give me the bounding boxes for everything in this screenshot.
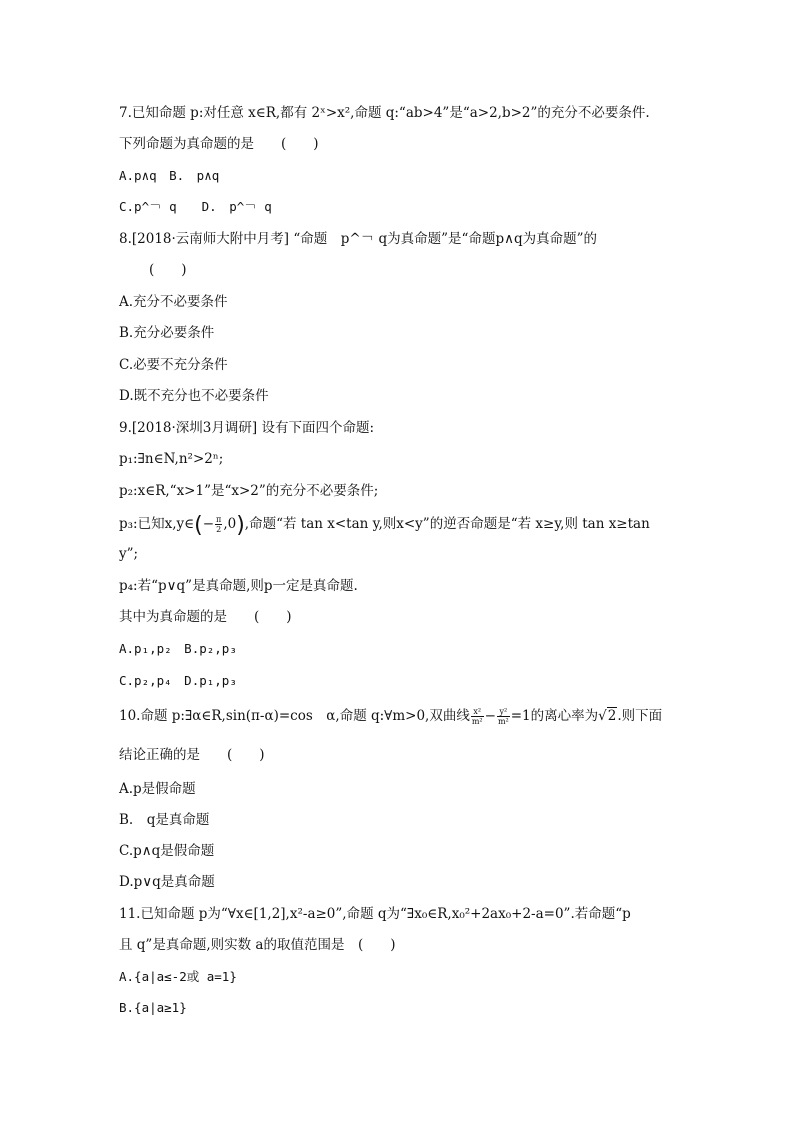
q8-option-a: A.充分不必要条件 — [119, 294, 228, 310]
q9-proposition-p3-cont: y”; — [119, 546, 139, 562]
q11-option-b: B.{a|a≥1} — [119, 1000, 187, 1015]
q10-sqrt: 2 — [607, 708, 617, 724]
q10-stem-mid: =1的离心率为 — [510, 708, 599, 724]
q9-question: 其中为真命题的是 ( ) — [119, 609, 292, 625]
q8-option-d: D.既不充分也不必要条件 — [119, 388, 269, 404]
q11-stem-line1: 11.已知命题 p为“∀x∈[1,2],x²-a≥0”,命题 q为“∃x₀∈R,x₀²+2ax₀+2-a=0”.若命题“p — [119, 906, 631, 922]
q9-options-ab: A.p₁,p₂ B.p₂,p₃ — [119, 641, 237, 656]
q8-option-c: C.必要不充分条件 — [119, 357, 228, 373]
q10-stem-line2: 结论正确的是 ( ) — [119, 747, 265, 763]
q10-stem-suffix: .则下面 — [617, 708, 663, 724]
q10-option-a: A.p是假命题 — [119, 781, 196, 797]
q11-stem-line2: 且 q”是真命题,则实数 a的取值范围是 ( ) — [119, 937, 396, 953]
q10-stem-line1: 10.命题 p:∃α∈R,sin(π-α)=cos α,命题 q:∀m>0,双曲线 $\frac{\text{x²}}{\text{m²}}$ − $\frac{\text{y²}}{\text{m²}}$ =1的离心率为√2.则下面 — [119, 707, 663, 726]
q7-stem-line2: 下列命题为真命题的是 ( ) — [119, 136, 319, 152]
q9-options-cd: C.p₂,p₄ D.p₁,p₃ — [119, 673, 237, 688]
q9-stem-line1: 9.[2018·深圳3月调研] 设有下面四个命题: — [119, 420, 374, 436]
q9-proposition-p4: p₄:若“p∨q”是真命题,则p一定是真命题. — [119, 578, 358, 594]
q7-stem-line1: 7.已知命题 p:对任意 x∈R,都有 2ˣ>x²,命题 q:“ab>4”是“a>2,b>2”的充分不必要条件. — [119, 105, 650, 121]
q8-option-b: B.充分必要条件 — [119, 325, 215, 341]
q9-proposition-p1: p₁:∃n∈N,n²>2ⁿ; — [119, 451, 224, 467]
q8-stem-line2: ( ) — [149, 262, 187, 278]
q10-option-b: B. q是真命题 — [119, 812, 210, 828]
q9-proposition-p2: p₂:x∈R,“x>1”是“x>2”的充分不必要条件; — [119, 483, 379, 499]
q10-stem-prefix: 10.命题 p:∃α∈R,sin(π-α)=cos α,命题 q:∀m>0,双曲线 — [119, 708, 470, 724]
q9-proposition-p3: p₃:已知x,y∈(− $\frac{\pi}{2}$ ,0),命题“若 tan x<tan y,则x<y”的逆否命题是“若 x≥y,则 tan x≥tan — [119, 513, 650, 538]
q10-option-c: C.p∧q是假命题 — [119, 843, 215, 859]
q9-p3-suffix: ,命题“若 tan x<tan y,则x<y”的逆否命题是“若 x≥y,则 tan x≥tan — [244, 516, 650, 532]
q7-options-cd: C.p^￢ q D. p^￢ q — [119, 199, 272, 214]
q7-options-ab: A.p∧q B. p∧q — [119, 168, 220, 183]
q8-stem-line1: 8.[2018·云南师大附中月考] “命题 p^￢ q为真命题”是“命题p∧q为真命题”的 — [119, 231, 598, 247]
q10-fraction-y: $\frac{\text{y²}}{\text{m²}}$ — [497, 707, 509, 726]
q10-option-d: D.p∨q是真命题 — [119, 874, 215, 890]
q11-option-a: A.{a|a≤-2或 a=1} — [119, 969, 237, 984]
q10-fraction-x: $\frac{\text{x²}}{\text{m²}}$ — [471, 707, 483, 726]
q9-p3-prefix: p₃:已知x,y∈ — [119, 516, 195, 532]
q9-p3-fraction: $\frac{\pi}{2}$ — [216, 515, 222, 534]
